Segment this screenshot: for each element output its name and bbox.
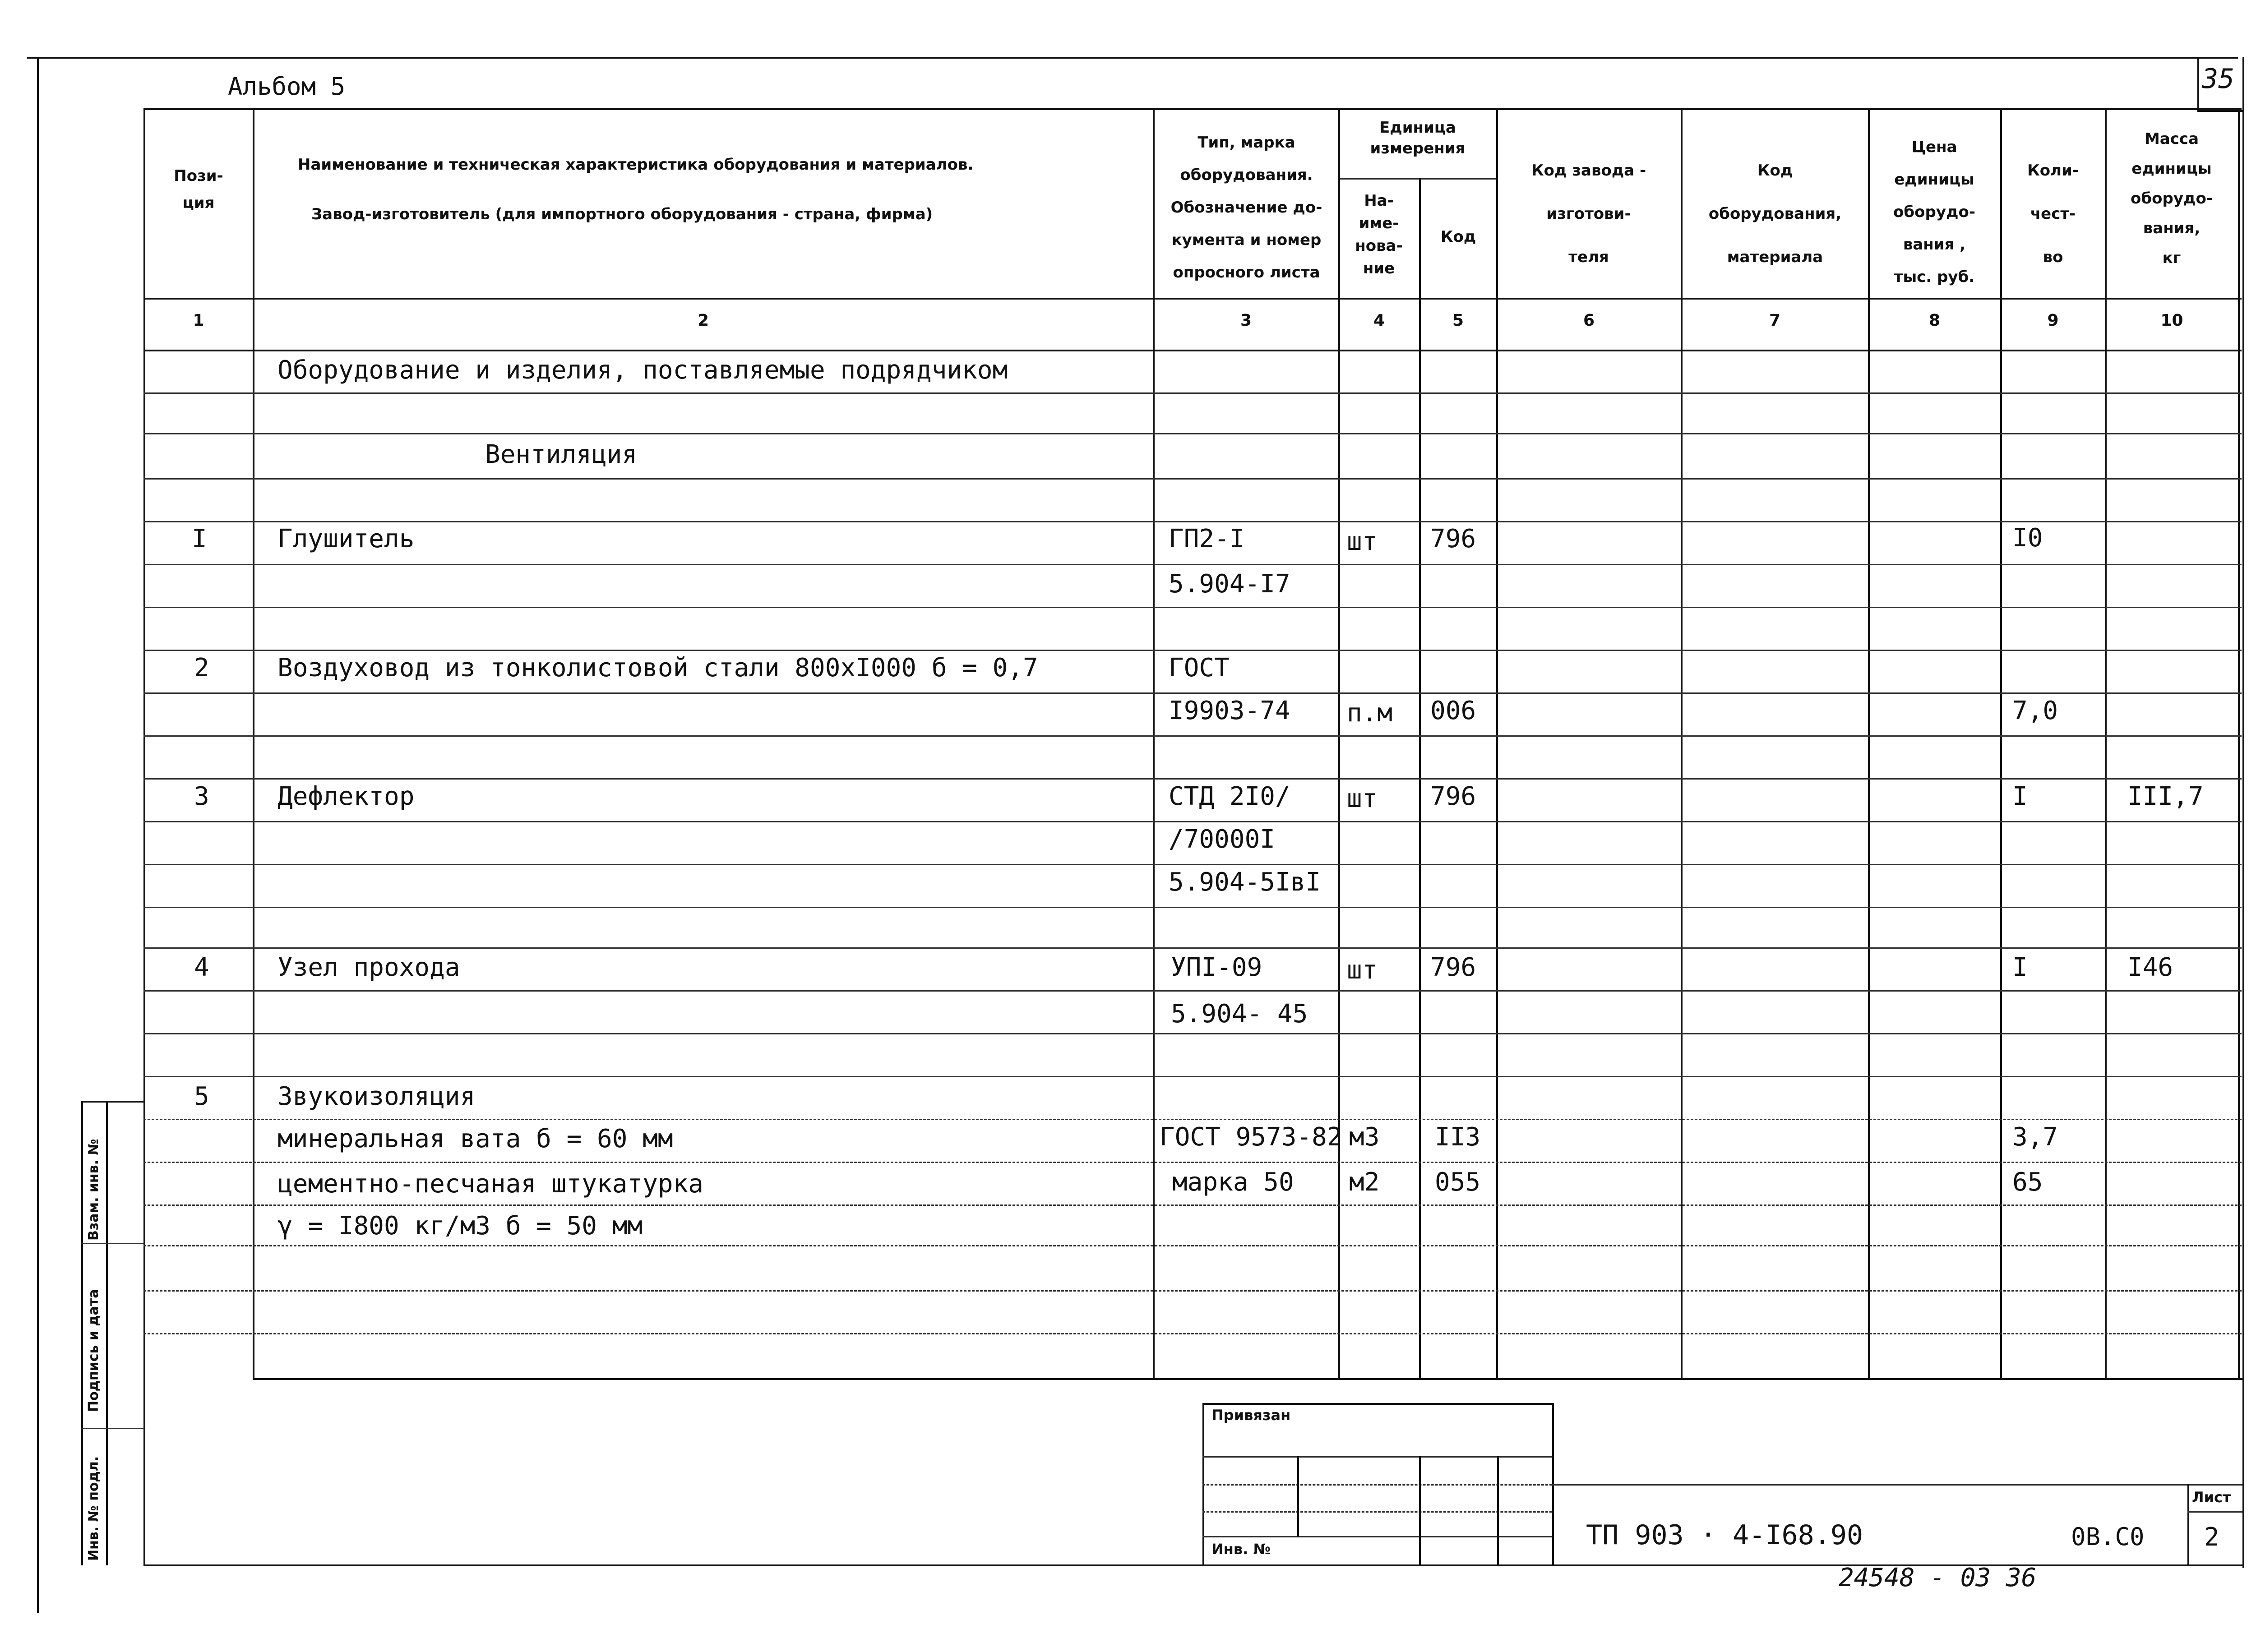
col-line-5 bbox=[1496, 108, 1498, 1378]
row-unit: шт bbox=[1347, 955, 1378, 985]
row-quantity: I bbox=[2012, 953, 2028, 982]
stamp-box-sep bbox=[1202, 1484, 1552, 1486]
row-quantity: 7,0 bbox=[2012, 696, 2058, 725]
row-type: /70000I bbox=[1169, 825, 1276, 854]
album-title: Альбом 5 bbox=[228, 72, 346, 101]
row-quantity: 65 bbox=[2012, 1167, 2043, 1197]
table-body-bottom bbox=[253, 1378, 2242, 1380]
row-sep-dashed bbox=[143, 1162, 2242, 1163]
stamp-inventory-label: Инв. № bbox=[1211, 1541, 1271, 1558]
archive-number: 24548 - 03 36 bbox=[1839, 1563, 2037, 1592]
col-line-3 bbox=[1338, 108, 1340, 1378]
row-sep bbox=[143, 821, 2242, 822]
page-number-box-bottom bbox=[2197, 110, 2242, 112]
header-unit-group: Единица измерения bbox=[1370, 119, 1465, 157]
header-mass: Масса единицы оборудо- вания, кг bbox=[2131, 130, 2213, 267]
col-number: 6 bbox=[1583, 311, 1595, 330]
row-sep-dashed bbox=[143, 1245, 2242, 1246]
row-unit: м2 bbox=[1349, 1167, 1380, 1197]
col-line-10 bbox=[2238, 108, 2240, 1378]
header-position: Пози- ция bbox=[174, 167, 223, 212]
outer-left-border bbox=[37, 57, 39, 1613]
col-number: 7 bbox=[1769, 311, 1781, 330]
sheet-label: Лист bbox=[2192, 1489, 2231, 1506]
col-line-9 bbox=[2105, 108, 2107, 1378]
page-number: 35 bbox=[2202, 63, 2235, 95]
header-price: Цена единицы оборудо- вания , тыс. руб. bbox=[1893, 138, 1975, 286]
side-strip-sep bbox=[81, 1428, 144, 1429]
col-number: 1 bbox=[193, 311, 204, 330]
side-label-signature-date: Подпись и дата bbox=[86, 1289, 102, 1412]
row-unit: м3 bbox=[1349, 1122, 1380, 1152]
header-unit-name: На- име- нова- ние bbox=[1355, 192, 1403, 277]
row-code: 006 bbox=[1430, 696, 1476, 725]
row-name: Звукоизоляция bbox=[277, 1082, 476, 1111]
side-label-original-inv: Инв. № подл. bbox=[86, 1456, 102, 1561]
row-name: γ = I800 кг/м3 б = 50 мм bbox=[277, 1211, 643, 1241]
col-line-7 bbox=[1868, 108, 1870, 1378]
sheet-number: 2 bbox=[2204, 1523, 2219, 1552]
row-mass: I46 bbox=[2127, 953, 2173, 982]
col-line-2 bbox=[1153, 108, 1155, 1378]
row-type: I9903-74 bbox=[1169, 696, 1290, 725]
row-sep bbox=[143, 990, 2242, 992]
row-type: УПI-09 bbox=[1171, 953, 1262, 982]
row-position: 4 bbox=[194, 953, 209, 982]
row-type: 5.904-5IвI bbox=[1169, 868, 1321, 897]
row-sep bbox=[143, 564, 2242, 565]
col-number: 8 bbox=[1928, 311, 1941, 330]
outer-right-border bbox=[2242, 57, 2244, 1568]
sheet-box-sep bbox=[2187, 1511, 2242, 1513]
row-sep bbox=[143, 607, 2242, 608]
header-unit-code: Код bbox=[1440, 228, 1476, 246]
col-line-6 bbox=[1681, 108, 1683, 1378]
col-line-1 bbox=[253, 108, 254, 1378]
header-quantity: Коли- чест- во bbox=[2027, 162, 2079, 266]
unit-group-divider bbox=[1338, 178, 1496, 180]
row-sep bbox=[143, 1033, 2242, 1034]
row-sep bbox=[143, 735, 2242, 737]
row-sep bbox=[143, 692, 2242, 694]
stamp-box-sep bbox=[1202, 1456, 1552, 1458]
row-sep bbox=[143, 864, 2242, 865]
row-position: 3 bbox=[194, 782, 209, 811]
outer-top-border bbox=[27, 57, 2238, 59]
header-bottom-border bbox=[143, 298, 2242, 300]
stamp-box-col bbox=[1419, 1456, 1421, 1565]
row-type: 5.904-I7 bbox=[1169, 569, 1290, 599]
row-type: ГОСТ bbox=[1169, 653, 1230, 683]
row-sep bbox=[143, 778, 2242, 780]
row-sep-dashed bbox=[143, 1290, 2242, 1292]
side-label-replaced-inv: Взам. инв. № bbox=[86, 1139, 102, 1241]
row-sep bbox=[143, 521, 2242, 522]
row-name: минеральная вата б = 60 мм bbox=[277, 1124, 673, 1154]
title-block-top bbox=[1552, 1484, 2242, 1486]
row-type: марка 50 bbox=[1172, 1167, 1294, 1197]
col-number: 10 bbox=[2160, 311, 2183, 330]
row-type: ГП2-I bbox=[1169, 524, 1245, 554]
row-sep bbox=[143, 1076, 2242, 1077]
stamp-box-sep bbox=[1202, 1536, 1552, 1537]
sheet-box-left bbox=[2187, 1484, 2189, 1565]
table-top-border bbox=[143, 108, 2242, 110]
col-number: 3 bbox=[1240, 311, 1252, 330]
row-quantity: 3,7 bbox=[2012, 1122, 2058, 1152]
row-position: I bbox=[192, 524, 207, 554]
row-sep bbox=[143, 650, 2242, 651]
row-code: 796 bbox=[1430, 953, 1476, 982]
col-number: 9 bbox=[2047, 311, 2059, 330]
stamp-box-col bbox=[1497, 1456, 1499, 1565]
row-code: 055 bbox=[1435, 1167, 1481, 1197]
row-code: 796 bbox=[1430, 524, 1476, 554]
header-material-code: Код оборудования, материала bbox=[1708, 162, 1842, 266]
row-sep-dashed bbox=[143, 1333, 2242, 1334]
row-code: II3 bbox=[1435, 1122, 1481, 1152]
row-sep bbox=[143, 907, 2242, 908]
row-type: ГОСТ 9573-82 bbox=[1160, 1122, 1342, 1152]
row-name: Воздуховод из тонколистовой стали 800хI000 б = 0,7 bbox=[277, 653, 1038, 683]
colnum-bottom-border bbox=[143, 350, 2242, 351]
row-unit: шт bbox=[1347, 527, 1378, 556]
row-name: цементно-песчаная штукатурка bbox=[277, 1169, 704, 1199]
row-unit: шт bbox=[1347, 784, 1378, 813]
row-sep bbox=[143, 433, 2242, 434]
row-name: Дефлектор bbox=[277, 782, 415, 811]
sheet-code: 0В.С0 bbox=[2071, 1523, 2145, 1551]
row-code: 796 bbox=[1430, 782, 1476, 811]
row-name: Глушитель bbox=[277, 524, 415, 554]
row-sep bbox=[143, 478, 2242, 480]
stamp-box-sep bbox=[1202, 1511, 1552, 1513]
row-quantity: I bbox=[2012, 782, 2028, 811]
col-number: 5 bbox=[1452, 311, 1464, 330]
row-position: 2 bbox=[194, 653, 209, 683]
side-strip-left bbox=[81, 1101, 83, 1565]
row-quantity: I0 bbox=[2012, 523, 2043, 553]
side-strip-top bbox=[81, 1101, 144, 1103]
col-number: 4 bbox=[1373, 311, 1385, 330]
subsection-title: Вентиляция bbox=[485, 440, 638, 469]
col-line-8 bbox=[2000, 108, 2002, 1378]
page-number-box-left bbox=[2197, 57, 2199, 111]
row-unit: п.м bbox=[1347, 698, 1393, 728]
stamp-privyazan-label: Привязан bbox=[1211, 1407, 1291, 1424]
row-type: СТД 2I0/ bbox=[1169, 782, 1290, 811]
row-type: 5.904- 45 bbox=[1171, 999, 1308, 1029]
document-code: ТП 903 · 4-I68.90 bbox=[1586, 1519, 1863, 1551]
section-title: Оборудование и изделия, поставляемые подрядчиком bbox=[277, 355, 1008, 385]
row-name: Узел прохода bbox=[277, 953, 460, 982]
header-factory-code: Код завода - изготови- теля bbox=[1531, 162, 1646, 266]
header-name-line1: Наименование и техническая характеристика оборудования и материалов. bbox=[298, 156, 974, 174]
side-strip-divider bbox=[106, 1101, 108, 1565]
header-type: Тип, марка оборудования. Обозначение до- кумента и номер опросного листа bbox=[1170, 134, 1322, 281]
side-strip-sep bbox=[81, 1243, 144, 1244]
col-number: 2 bbox=[697, 311, 709, 330]
header-name-line2: Завод-изготовитель (для импортного оборудования - страна, фирма) bbox=[311, 205, 933, 223]
row-sep-dashed bbox=[143, 1119, 2242, 1120]
stamp-box-col bbox=[1297, 1456, 1299, 1537]
row-mass: III,7 bbox=[2127, 782, 2204, 811]
row-sep bbox=[143, 947, 2242, 949]
row-sep bbox=[143, 392, 2242, 394]
stamp-box-top bbox=[1202, 1403, 1552, 1405]
row-position: 5 bbox=[194, 1082, 209, 1111]
row-sep-dashed bbox=[143, 1204, 2242, 1206]
